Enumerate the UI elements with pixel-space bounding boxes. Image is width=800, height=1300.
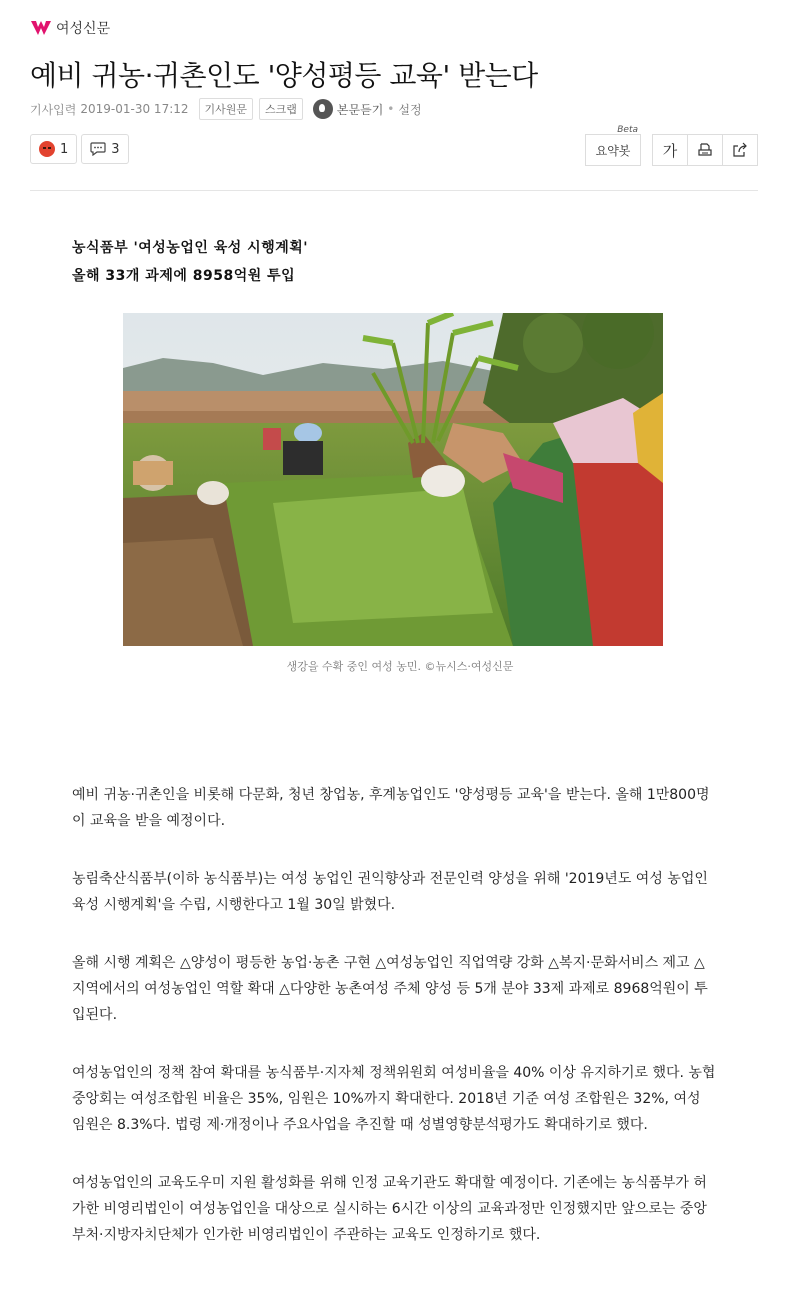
reaction-button[interactable] bbox=[30, 134, 77, 164]
original-article-button[interactable]: 기사원문 bbox=[199, 98, 254, 120]
listen-settings-button[interactable]: 설정 bbox=[398, 102, 422, 117]
body-paragraph: 올해 시행 계획은 △양성이 평등한 농업·농촌 구현 △여성농업인 직업역량 강화 △복지·문화서비스 제고 △지역에서의 여성농업인 역할 확대 △다양한 농촌여성 주체 양성 등 5개 분야 33제 과제로 8968억원이 투입된다. bbox=[72, 955, 708, 1023]
beta-badge: Beta bbox=[617, 125, 638, 135]
brand-name: 여성신문 bbox=[56, 21, 111, 37]
body-paragraph: 여성농업인의 교육도우미 지원 활성화를 위해 인정 교육기관도 확대할 예정이다. 기존에는 농식품부가 허가한 비영리법인이 여성농업인을 대상으로 실시하는 6시간 이상의 교육과정만 인정했지만 앞으로는 중앙부처·지방자치단체가 인가한 비영리법인이 주관하는 교육도 인정하기로 했다. bbox=[72, 1175, 707, 1243]
body-paragraph: 여성농업인의 정책 참여 확대를 농식품부·지자체 정책위원회 여성비율을 40% 이상 유지하기로 했다. 농협중앙회는 여성조합원 비율은 35%, 임원은 10%까지 확대한다. 2018년 기준 여성 조합원은 32%, 여성 임원은 8.3%다. 법령 제·개정이나 주요사업을 추진할 때 성별영향분석평가도 확대하기로 했다. bbox=[72, 1065, 716, 1133]
publish-date: 2019-01-30 17:12 bbox=[80, 102, 189, 116]
share-button[interactable] bbox=[722, 134, 758, 166]
brand[interactable] bbox=[30, 18, 110, 38]
reaction-count: 1 bbox=[60, 141, 69, 157]
article-tools bbox=[586, 125, 758, 166]
print-button[interactable] bbox=[687, 134, 723, 166]
summary-bot-button[interactable] bbox=[585, 125, 641, 166]
body-paragraph: 농림축산식품부(이하 농식품부)는 여성 농업인 권익향상과 전문인력 양성을 위해 '2019년도 여성 농업인 육성 시행계획'을 수립, 시행한다고 1월 30일 밝혔다. bbox=[72, 871, 708, 913]
listen-button[interactable]: 본문듣기 bbox=[336, 102, 384, 117]
site-header bbox=[30, 18, 110, 38]
brand-logo-icon bbox=[30, 18, 52, 38]
article-photo[interactable] bbox=[123, 313, 663, 646]
article-subheadline bbox=[72, 234, 308, 290]
subheadline-line: 농식품부 '여성농업인 육성 시행계획' bbox=[72, 240, 309, 256]
article-meta bbox=[30, 98, 422, 120]
print-icon bbox=[697, 142, 713, 158]
angry-emoji-icon bbox=[39, 141, 55, 157]
summary-bot-label: 요약봇 bbox=[595, 143, 631, 158]
comment-count: 3 bbox=[111, 141, 120, 157]
article-body bbox=[72, 782, 717, 1280]
share-icon bbox=[732, 142, 748, 158]
reaction-toolbar bbox=[30, 134, 129, 164]
date-label: 기사입력 bbox=[30, 102, 77, 117]
subheadline-line: 올해 33개 과제에 8958억원 투입 bbox=[72, 268, 296, 284]
body-paragraph: 예비 귀농·귀촌인을 비롯해 다문화, 청년 창업농, 후계농업인도 '양성평등 교육'을 받는다. 올해 1만800명이 교육을 받을 예정이다. bbox=[72, 787, 710, 829]
font-size-button[interactable] bbox=[652, 134, 688, 166]
farm-photo-illustration bbox=[123, 313, 663, 646]
comment-icon bbox=[90, 142, 106, 156]
listen-icon[interactable] bbox=[313, 99, 333, 119]
photo-caption: 생강을 수확 중인 여성 농민. ©뉴시스·여성신문 bbox=[286, 660, 514, 673]
font-size-label: 가 bbox=[662, 141, 678, 160]
separator-dot: • bbox=[387, 102, 395, 116]
header-divider bbox=[30, 190, 758, 191]
comment-button[interactable] bbox=[81, 134, 128, 164]
scrap-button[interactable]: 스크랩 bbox=[259, 98, 303, 120]
article-title: 예비 귀농·귀촌인도 '양성평등 교육' 받는다 bbox=[30, 59, 538, 92]
